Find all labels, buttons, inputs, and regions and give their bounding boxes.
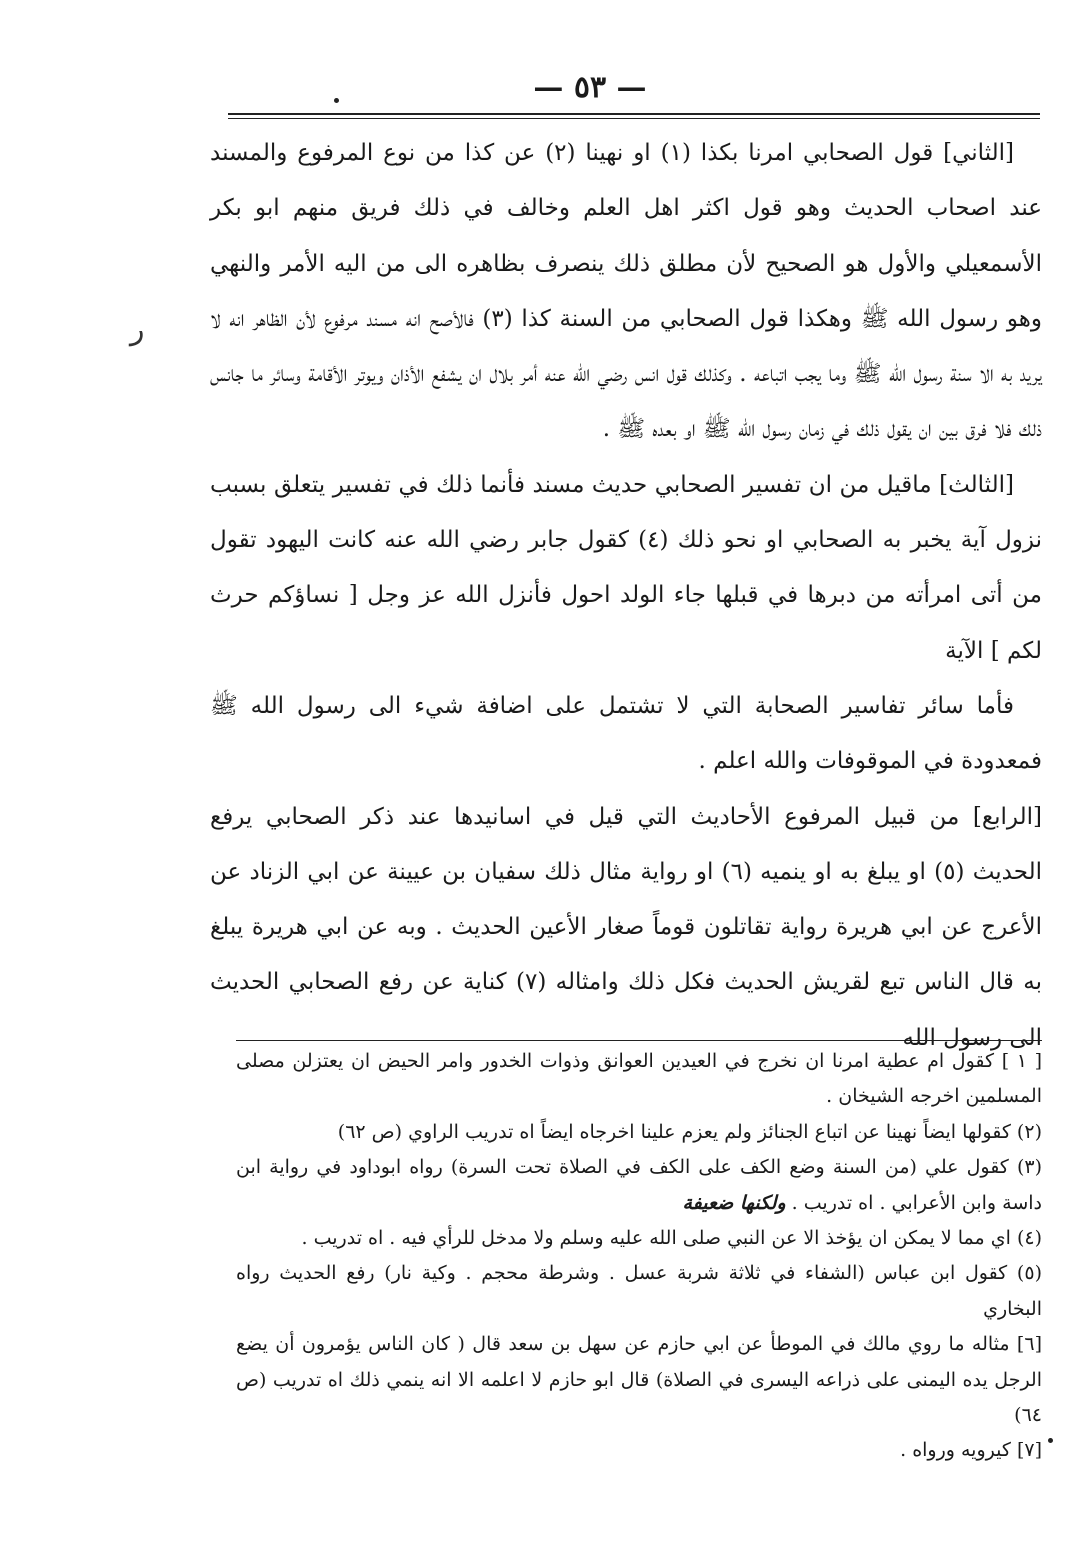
footnote-6: [٦] مثاله ما روي مالك في الموطأ عن ابي حازم عن سهل بن سعد قال ( كان الناس يؤمرون أن يضع الرجل يده اليمنى على ذراعه اليسرى في الصلاة) قال ابو حازم لا اعلمه الا انه ينمي ذلك اه تدريب (ص ٦٤)	[236, 1333, 1042, 1427]
footnote-4: (٤) اي مما لا يمكن ان يؤخذ الا عن النبي صلى الله عليه وسلم ولا مدخل للرأي فيه . اه تدريب .	[301, 1227, 1042, 1250]
footnote-2: (٢) كقولها ايضاً نهينا عن اتباع الجنائز ولم يعزم علينا اخرجاه ايضاً اه تدريب الراوي (ص ٦٢)	[337, 1120, 1042, 1143]
header-rule	[228, 113, 1040, 115]
footnote-7: [٧] كيرويه ورواه .	[900, 1439, 1042, 1462]
footnotes	[236, 1044, 1042, 1469]
paragraph-third-continued: فأما سائر تفاسير الصحابة التي لا تشتمل على اضافة شيء الى رسول الله ﷺ فمعدودة في الموقوفات والله اعلم .	[210, 692, 1042, 775]
footnote-3-text: (٣) كقول علي (من السنة وضع الكف على الكف في الصلاة تحت السرة) رواه ابوداود في رواية ابن داسة وابن الأعرابي . اه تدريب .	[236, 1156, 1042, 1214]
footnote-5: (٥) كقول ابن عباس (الشفاء في ثلاثة شربة عسل . وشرطة محجم . وكية نار) رفع الحديث رواه البخاري	[236, 1262, 1042, 1320]
paragraph-third: [الثالث] ماقيل من ان تفسير الصحابي حديث مسند فأنما ذلك في تفسير يتعلق بسبب نزول آية يخبر به الصحابي او نحو ذلك (٤) كقول جابر رضي الله عنه كانت اليهود تقول من أتى امرأته من دبرها في قبلها جاء الولد احول فأنزل الله عز وجل [ نساؤكم حرث لكم ] الآية	[210, 471, 1042, 664]
handwritten-note: ولكنها ضعيفة	[682, 1191, 786, 1214]
ink-dot-footnote	[1048, 1438, 1053, 1443]
page-number: — ٥٣ —	[533, 70, 647, 105]
margin-annotation: ر	[130, 312, 145, 347]
main-text	[210, 126, 1042, 1066]
ink-dot	[334, 98, 339, 103]
footnote-separator	[236, 1040, 1042, 1041]
paragraph-second: [الثاني] قول الصحابي امرنا بكذا (١) او نهينا (٢) عن كذا من نوع المرفوع والمسند عند اصحاب الحديث وهو قول اكثر اهل العلم وخالف في ذلك فريق منهم ابو بكر الأسمعيلي والأول هو الصحيح لأن مطلق ذلك ينصرف بظاهره الى من اليه الأمر والنهي وهو رسول الله ﷺ وهكذا قول الصحابي من السنة كذا (٣) فالأصح انه مسند مرفوع لأن الظاهر انه لا يريد به الا سنة رسول الله ﷺ وما يجب اتباعه . وكذلك قول انس رضي الله عنه أمر بلال ان يشفع الأذان ويوتر الأقامة وسائر ما جانس ذلك فلا فرق بين ان يقول ذلك في زمان رسول الله ﷺ او بعده ﷺ .	[210, 140, 1042, 443]
footnote-1: [ ١ ] كقول ام عطية امرنا ان نخرج في العيدين العوانق وذوات الخدور وامر الحيض ان يعتزلن مصلى المسلمين اخرجه الشيخان .	[236, 1050, 1042, 1108]
paragraph-fourth: [الرابع] من قبيل المرفوع الأحاديث التي قيل في اسانيدها عند ذكر الصحابي يرفع الحديث (٥) او يبلغ به او ينميه (٦) او رواية مثال ذلك سفيان بن عيينة عن ابي الزناد عن الأعرج عن ابي هريرة رواية تقاتلون قوماً صغار الأعين الحديث . وبه عن ابي هريرة يبلغ به قال الناس تبع لقريش الحديث فكل ذلك وامثاله (٧) كناية عن رفع الصحابي الحديث الى رسول الله	[210, 803, 1043, 1051]
header-rule-thin	[228, 118, 1040, 119]
footnote-3	[236, 1150, 1042, 1221]
